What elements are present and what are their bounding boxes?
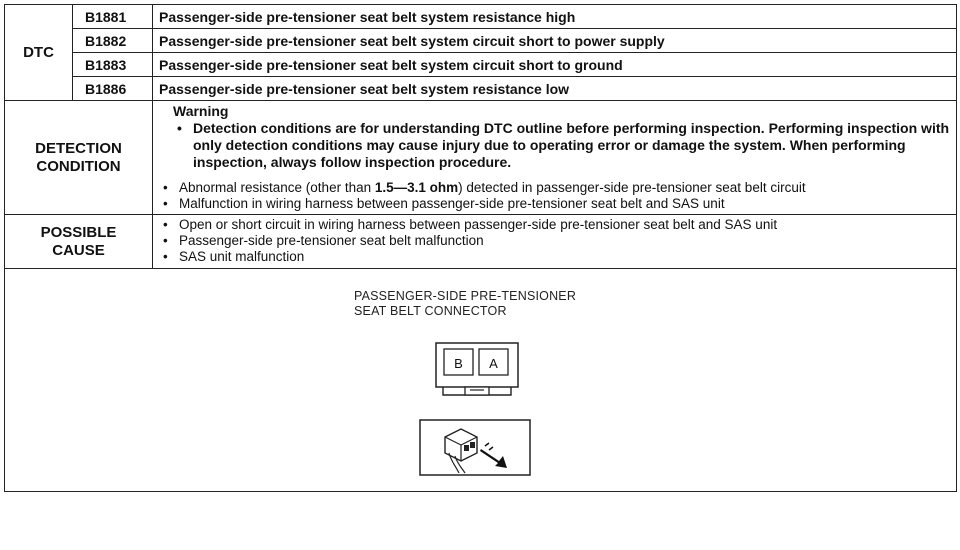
connector-label <box>354 289 576 319</box>
cause-item: • SAS unit malfunction <box>161 249 950 265</box>
dtc-code: B1881 <box>73 5 153 29</box>
dtc-row <box>5 77 957 101</box>
connector-figure <box>5 269 957 492</box>
cause-content <box>153 215 957 269</box>
warning-title: Warning <box>173 103 229 119</box>
detection-item <box>161 180 950 196</box>
dtc-code: B1882 <box>73 29 153 53</box>
connector-face-icon <box>435 342 519 402</box>
resistance-value: 1.5—3.1 ohm <box>374 180 459 195</box>
dtc-row <box>5 29 957 53</box>
warning-text: • Detection conditions are for understanding DTC outline before performing inspection. Performing inspection with only detection conditions may cause injury due to operating error or damage the system. When performing inspection, always follow inspection procedure. <box>161 120 950 171</box>
cause-list <box>161 217 950 265</box>
detection-list <box>161 180 950 212</box>
detection-header-line1: DETECTION <box>35 139 122 157</box>
cause-header-line1: POSSIBLE <box>40 223 117 241</box>
dtc-code: B1886 <box>73 77 153 101</box>
connector-latch <box>465 387 489 395</box>
figure-row <box>5 269 957 492</box>
spacer <box>161 171 950 180</box>
plug-pin <box>470 442 475 448</box>
detection-content <box>153 101 957 215</box>
cause-header <box>5 215 153 269</box>
connector-label-line2: SEAT BELT CONNECTOR <box>354 304 507 318</box>
terminal-a-label: A <box>489 356 498 371</box>
dtc-row <box>5 53 957 77</box>
cause-item: • Passenger-side pre-tensioner seat belt malfunction <box>161 233 950 249</box>
dtc-code: B1883 <box>73 53 153 77</box>
dtc-description: Passenger-side pre-tensioner seat belt system circuit short to ground <box>153 53 957 77</box>
terminal-b-label: B <box>454 356 463 371</box>
connector-label-line1: PASSENGER-SIDE PRE-TENSIONER <box>354 289 577 303</box>
dtc-row <box>5 5 957 29</box>
detection-header-line2: CONDITION <box>36 157 121 175</box>
detection-row <box>5 101 957 215</box>
cause-header-line2: CAUSE <box>52 241 105 259</box>
cause-item: • Open or short circuit in wiring harness between passenger-side pre-tensioner seat belt and SAS unit <box>161 217 950 233</box>
plug-view-icon <box>419 419 531 476</box>
dtc-description: Passenger-side pre-tensioner seat belt system resistance high <box>153 5 957 29</box>
cause-row <box>5 215 957 269</box>
detection-item-suffix: ) detected in passenger-side pre-tensioner seat belt circuit <box>458 180 806 195</box>
dtc-table <box>4 4 957 492</box>
dtc-description: Passenger-side pre-tensioner seat belt system resistance low <box>153 77 957 101</box>
detection-item-prefix: Abnormal resistance (other than <box>179 180 375 195</box>
dtc-header: DTC <box>5 5 73 101</box>
dtc-description: Passenger-side pre-tensioner seat belt system circuit short to power supply <box>153 29 957 53</box>
detection-item: • Malfunction in wiring harness between passenger-side pre-tensioner seat belt and SAS unit <box>161 196 950 212</box>
plug-pin <box>464 445 469 451</box>
warning-list <box>161 120 950 171</box>
detection-header <box>5 101 153 215</box>
